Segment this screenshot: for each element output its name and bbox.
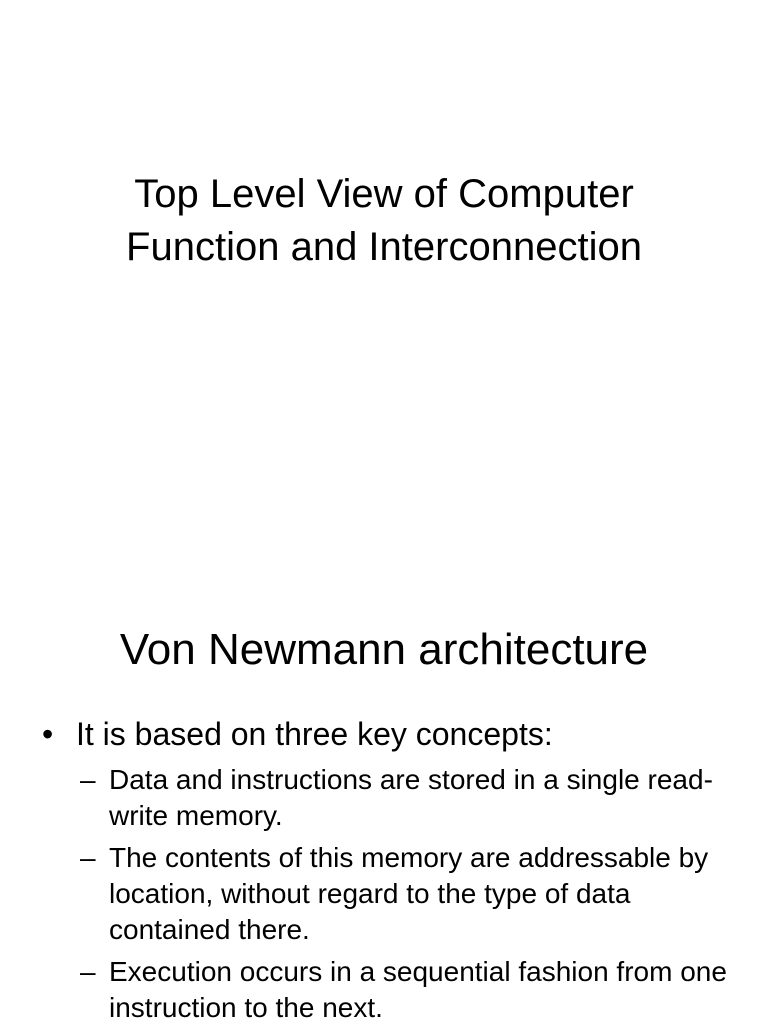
sub-bullet-text: Data and instructions are stored in a single read-write memory. bbox=[109, 764, 713, 831]
bullet-list bbox=[0, 714, 768, 1024]
bullet-marker: • bbox=[42, 716, 54, 752]
dash-marker: – bbox=[80, 842, 96, 873]
title-line-2: Function and Interconnection bbox=[126, 225, 642, 269]
bullet-item bbox=[0, 714, 768, 754]
sub-bullet-item bbox=[0, 762, 768, 834]
dash-marker: – bbox=[80, 956, 96, 987]
slide-2-title: Von Newmann architecture bbox=[119, 625, 649, 674]
sub-bullet-item bbox=[0, 954, 768, 1024]
sub-bullet-text: The contents of this memory are addressable by location, without regard to the type of data contained there. bbox=[109, 842, 709, 945]
title-line-1: Top Level View of Computer bbox=[134, 172, 634, 216]
bullet-text: It is based on three key concepts: bbox=[76, 716, 553, 752]
dash-marker: – bbox=[80, 764, 96, 795]
slide-1-title bbox=[0, 168, 768, 274]
slide-2 bbox=[0, 576, 768, 1024]
sub-bullet-text: Execution occurs in a sequential fashion from one instruction to the next. bbox=[109, 956, 727, 1023]
sub-bullet-item bbox=[0, 840, 768, 948]
